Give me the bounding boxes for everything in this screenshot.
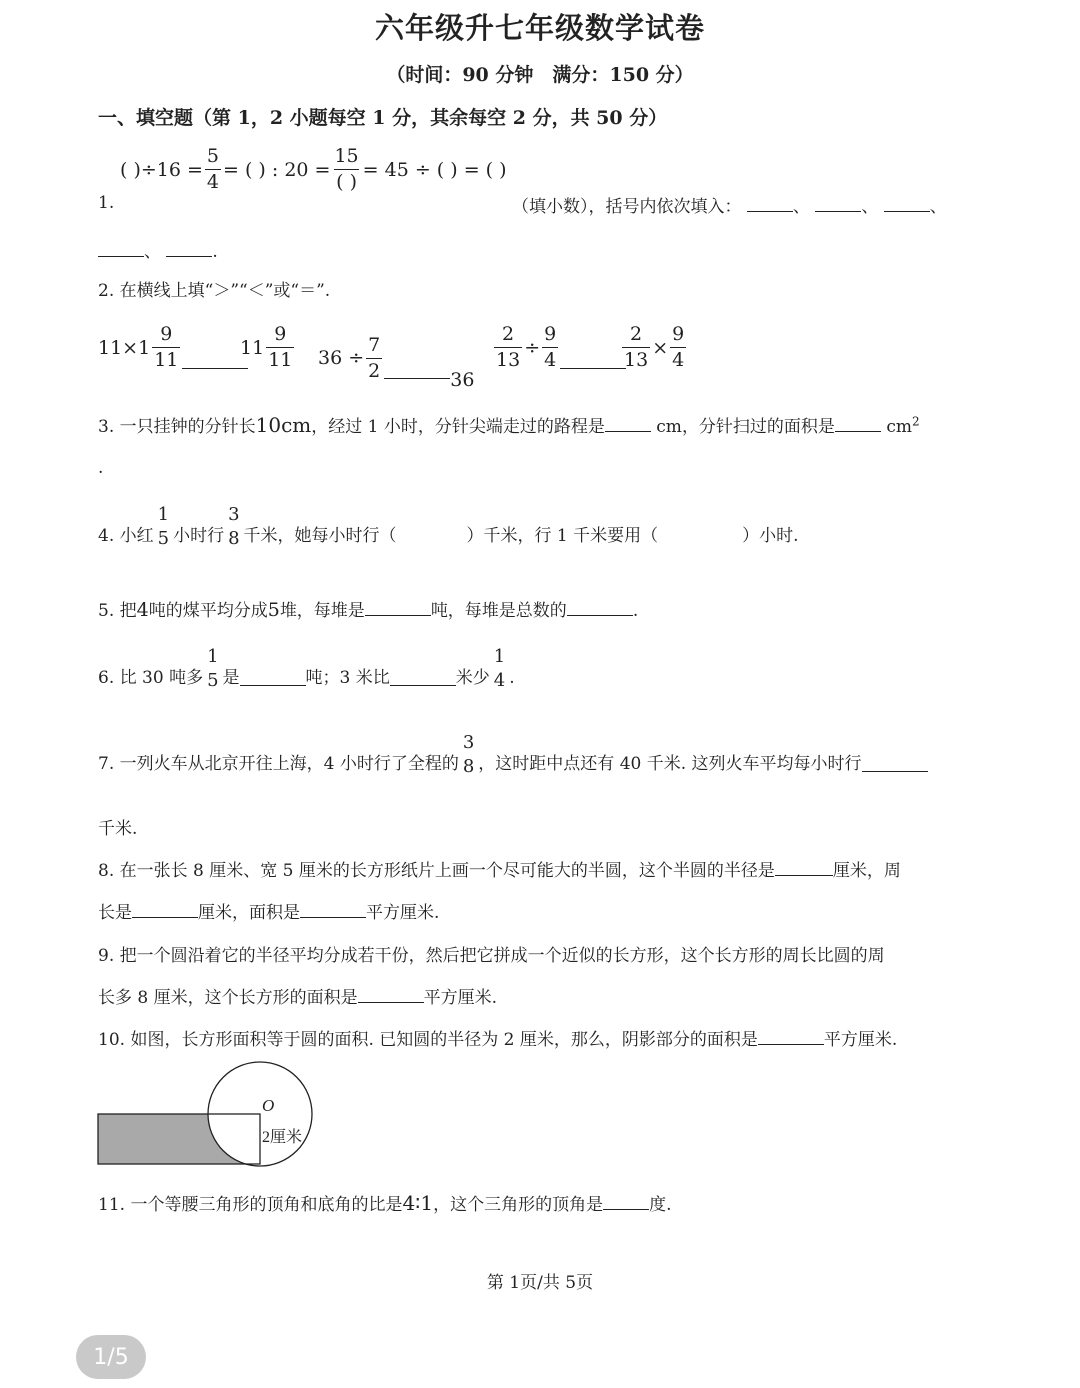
q6-blank-1[interactable] <box>240 684 306 686</box>
q7-text <box>98 734 928 776</box>
q2-e2-den: 11 <box>268 349 293 371</box>
q2-text: 2. 在横线上填“＞”“＜”或“＝”. <box>98 281 331 301</box>
q2-e4-op: ÷ <box>524 336 541 359</box>
q3-blank-1[interactable] <box>605 430 651 432</box>
q1-sep-1: 、 <box>792 197 810 217</box>
q2-e5-num1: 2 <box>630 323 643 345</box>
q1-expression <box>120 147 507 192</box>
q11-part-a: 11. 一个等腰三角形的顶角和底角的比是 <box>98 1195 403 1215</box>
q1-fraction-2 <box>332 147 360 192</box>
q8-blank-1[interactable] <box>775 874 833 876</box>
q4-f2-den: 8 <box>228 528 240 549</box>
q8-line2-a: 长是 <box>98 903 132 923</box>
q8-line2-c: 平方厘米. <box>366 903 440 923</box>
q2-e3-fraction <box>366 333 382 382</box>
section-header: 一、填空题（第 1，2 小题每空 1 分，其余每空 2 分，共 50 分） <box>98 107 668 129</box>
q6-f1-den: 5 <box>207 670 219 691</box>
q11-ratio: 4∶1 <box>402 1191 434 1215</box>
q9-line2-a: 长多 8 厘米，这个长方形的面积是 <box>98 988 358 1008</box>
q4-part-b: 小时行 <box>173 526 225 546</box>
q1-fraction-1 <box>205 147 221 192</box>
q2-e2-fraction <box>266 325 294 370</box>
q1-f2-num: 15 <box>334 145 359 167</box>
q8-blank-2[interactable] <box>132 916 198 918</box>
q1-end-mark: . <box>212 242 218 262</box>
q8-line2-b: 厘米，面积是 <box>198 903 300 923</box>
q9-line2-b: 平方厘米. <box>423 988 498 1008</box>
q2-e5-fraction-2 <box>670 325 686 370</box>
q1-blank-1[interactable] <box>747 210 793 212</box>
q11-text <box>98 1190 672 1215</box>
q1-blank-3[interactable] <box>884 210 930 212</box>
q2-e1-num: 9 <box>160 323 173 345</box>
q2-e4-num1: 2 <box>502 323 515 345</box>
q9-line-1: 9. 把一个圆沿着它的半径平均分成若干份，然后把它拼成一个近似的长方形，这个长方形的周长比圆的周 <box>98 946 885 966</box>
q3-part-a: 3. 一只挂钟的分针长 <box>98 417 256 437</box>
exam-subtitle: （时间：90 分钟 满分：150 分） <box>386 64 694 86</box>
q2-e4-fraction-2 <box>542 325 558 370</box>
q6-f2-den: 4 <box>493 670 506 691</box>
q1-blank-2[interactable] <box>815 210 861 212</box>
q1-sep-2: 、 <box>861 197 879 217</box>
q5-blank-2[interactable] <box>567 614 633 616</box>
q1-blank-4[interactable] <box>98 255 144 257</box>
q2-e1-den: 11 <box>154 349 179 371</box>
q2-e5-op: × <box>652 336 669 359</box>
q2-expr-5 <box>620 325 688 370</box>
q10-part-b: 平方厘米. <box>823 1030 898 1050</box>
q2-expr-2 <box>240 325 296 370</box>
q1-f1-num: 5 <box>206 145 220 167</box>
q1-answer-line-2 <box>98 237 218 262</box>
q9-line-2 <box>98 983 497 1008</box>
q1-expr-open: ( )÷16 = <box>120 158 203 181</box>
q7-blank[interactable] <box>862 770 928 772</box>
q6-fraction-1 <box>205 648 220 690</box>
q5-part-e: . <box>632 601 639 621</box>
page-indicator[interactable]: 1/5 <box>76 1335 146 1379</box>
q3-part-b: ，经过 1 小时，分针尖端走过的路程是 <box>311 417 605 437</box>
q4-fraction-1 <box>156 506 171 548</box>
q2-e5-fraction-1 <box>622 325 650 370</box>
q1-f1-den: 4 <box>206 171 220 193</box>
q1-f2-den: ( ) <box>336 171 357 193</box>
page-footer: 第 1页/共 5页 <box>486 1273 594 1293</box>
q6-part-e: . <box>509 668 515 688</box>
q8-line-2 <box>98 898 439 923</box>
q4-f2-num: 3 <box>228 504 240 525</box>
q2-e4-num2: 9 <box>544 323 557 345</box>
q2-blank-1[interactable] <box>182 367 248 369</box>
q2-e4-den1: 13 <box>496 349 521 371</box>
q7-f-num: 3 <box>462 732 475 753</box>
q6-part-d: 米少 <box>455 668 490 688</box>
q8-line1-text: 8. 在一张长 8 厘米、宽 5 厘米的长方形纸片上画一个尽可能大的半圆，这个半圆的半径是 <box>98 861 775 881</box>
q2-e1-prefix: 11×1 <box>98 336 151 359</box>
q10-part-a: 10. 如图，长方形面积等于圆的面积. 已知圆的半径为 2 厘米，那么，阴影部分的面积是 <box>98 1030 758 1050</box>
q2-e3-prefix: 36 ÷ <box>318 347 365 369</box>
q2-e4-den2: 4 <box>544 349 557 371</box>
q2-e3-den: 2 <box>368 359 381 382</box>
q3-unit-cm2: cm <box>886 417 912 437</box>
q3-unit-cm: cm <box>656 417 682 437</box>
q2-blank-2[interactable] <box>384 377 450 379</box>
q2-e2-num: 9 <box>274 323 287 345</box>
q3-text <box>98 412 920 437</box>
q1-answer-line <box>512 192 947 217</box>
q2-blank-3[interactable] <box>560 367 626 369</box>
q2-e4-fraction-1 <box>494 325 522 370</box>
q4-fraction-2 <box>226 506 241 548</box>
q4-text <box>98 506 799 548</box>
q5-part-c: 堆，每堆是 <box>279 601 365 621</box>
q5-part-b: 吨的煤平均分成 <box>148 601 268 621</box>
q11-part-b: ，这个三角形的顶角是 <box>433 1195 604 1215</box>
q3-end: . <box>98 458 104 478</box>
exam-title: 六年级升七年级数学试卷 <box>374 11 705 45</box>
q1-blank-5[interactable] <box>166 255 212 257</box>
q7-fraction <box>461 734 476 776</box>
q5-part-a: 5. 把 <box>98 601 137 621</box>
q3-blank-2[interactable] <box>835 430 881 432</box>
q4-f1-num: 1 <box>157 504 170 525</box>
q2-e2-prefix: 11 <box>240 336 265 359</box>
q5-part-d: 吨，每堆是总数的 <box>430 601 567 621</box>
q1-expr-end: = 45 ÷ ( ) = ( ) <box>362 158 507 181</box>
q3-part-c: ，分针扫过的面积是 <box>681 417 835 437</box>
q9-blank[interactable] <box>358 1001 424 1003</box>
q4-f1-den: 5 <box>157 528 170 549</box>
q4-part-e: ）小时. <box>742 526 799 546</box>
q2-e3-rhs: 36 <box>450 369 475 391</box>
q8-blank-3[interactable] <box>300 916 366 918</box>
q4-part-d: ）千米，行 1 千米要用（ <box>466 526 659 546</box>
q1-note: （填小数），括号内依次填入： <box>512 197 742 217</box>
q6-f1-num: 1 <box>207 646 219 667</box>
q2-e5-num2: 9 <box>672 323 685 345</box>
q7-end: 千米. <box>98 819 138 839</box>
q5-text <box>98 596 638 621</box>
circle-center-label: O <box>262 1096 275 1115</box>
q2-e3-num: 7 <box>368 333 381 356</box>
q2-e1-fraction <box>152 325 180 370</box>
q6-part-b: 是 <box>222 668 240 688</box>
q6-part-c: 吨；3 米比 <box>305 668 390 688</box>
q2-expr-3 <box>318 325 474 391</box>
q1-expr-mid: = ( ) : 20 = <box>223 158 331 181</box>
q2-expr-4 <box>492 325 626 370</box>
q10-text <box>98 1025 897 1050</box>
q7-part-a: 7. 一列火车从北京开往上海，4 小时行了全程的 <box>98 754 459 774</box>
q8-line1-end: 厘米，周 <box>832 861 901 881</box>
q6-text <box>98 648 515 690</box>
q2-e5-den2: 4 <box>672 349 685 371</box>
q10-blank[interactable] <box>758 1043 824 1045</box>
q7-f-den: 8 <box>462 756 475 777</box>
q5-blank-1[interactable] <box>365 614 431 616</box>
q6-part-a: 6. 比 30 吨多 <box>98 668 204 688</box>
q8-line-1 <box>98 856 901 881</box>
q2-expr-1 <box>98 325 248 370</box>
q1-sep-3: 、 <box>929 197 947 217</box>
q1-sep-4: 、 <box>144 242 161 262</box>
q6-blank-2[interactable] <box>390 684 456 686</box>
q6-f2-num: 1 <box>493 646 506 667</box>
q10-figure <box>96 1058 326 1170</box>
q11-blank[interactable] <box>603 1208 649 1210</box>
q4-part-a: 4. 小红 <box>98 526 154 546</box>
q6-fraction-2 <box>492 648 507 690</box>
q2-e5-den1: 13 <box>624 349 649 371</box>
q3-length: 10cm <box>255 413 312 437</box>
q11-part-c: 度. <box>649 1195 672 1215</box>
q4-part-c: 千米，她每小时行（ <box>243 526 397 546</box>
q1-number: 1. <box>98 193 115 213</box>
q5-n2: 5 <box>267 599 280 621</box>
q3-unit-sup: 2 <box>912 414 920 429</box>
q5-n1: 4 <box>136 599 149 621</box>
radius-label: 2厘米 <box>262 1129 303 1146</box>
q7-part-b: ，这时距中点还有 40 千米. 这列火车平均每小时行 <box>478 754 862 774</box>
